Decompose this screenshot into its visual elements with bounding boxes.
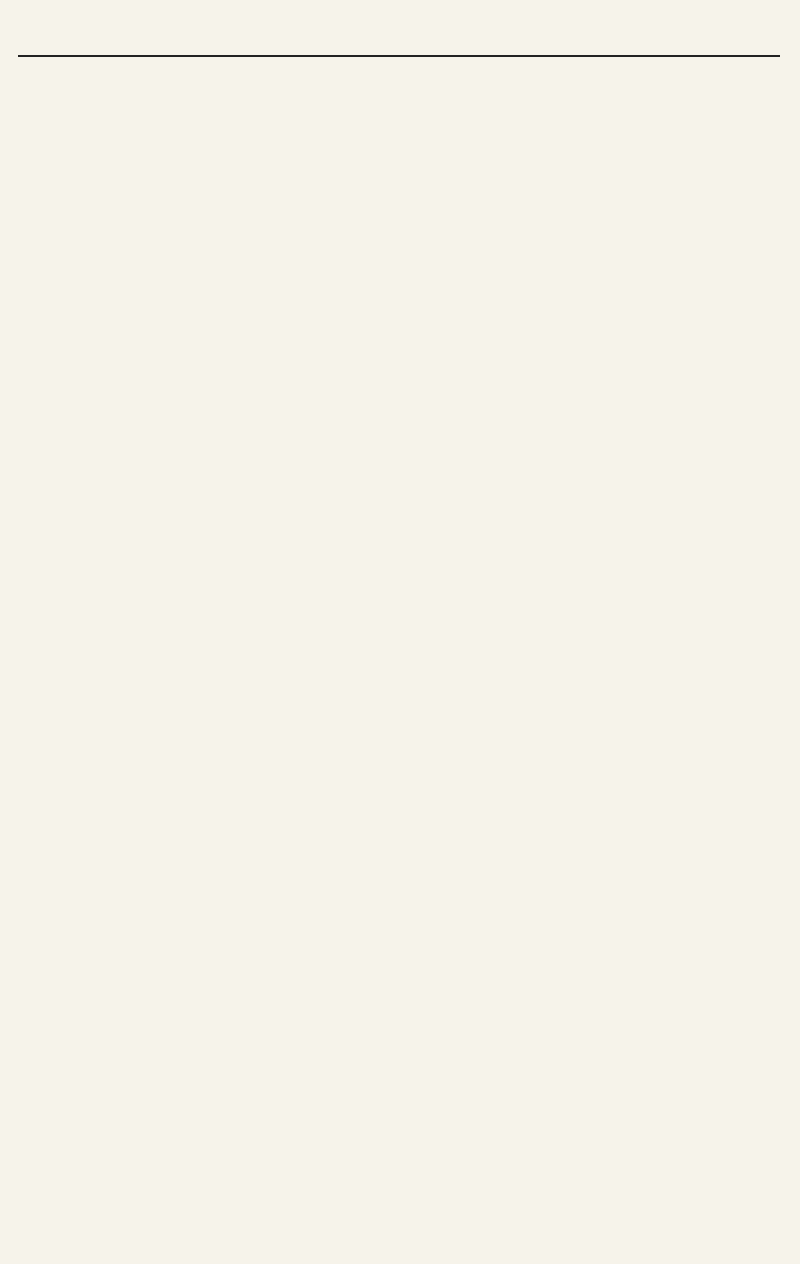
collab-row	[20, 458, 790, 476]
collab-row	[20, 494, 790, 512]
running-header	[0, 0, 800, 60]
header-rule	[18, 55, 780, 57]
dictionary-title-line2	[0, 186, 800, 256]
collaborators	[20, 440, 790, 512]
collab-row	[20, 476, 790, 494]
collab-heading	[20, 440, 790, 458]
